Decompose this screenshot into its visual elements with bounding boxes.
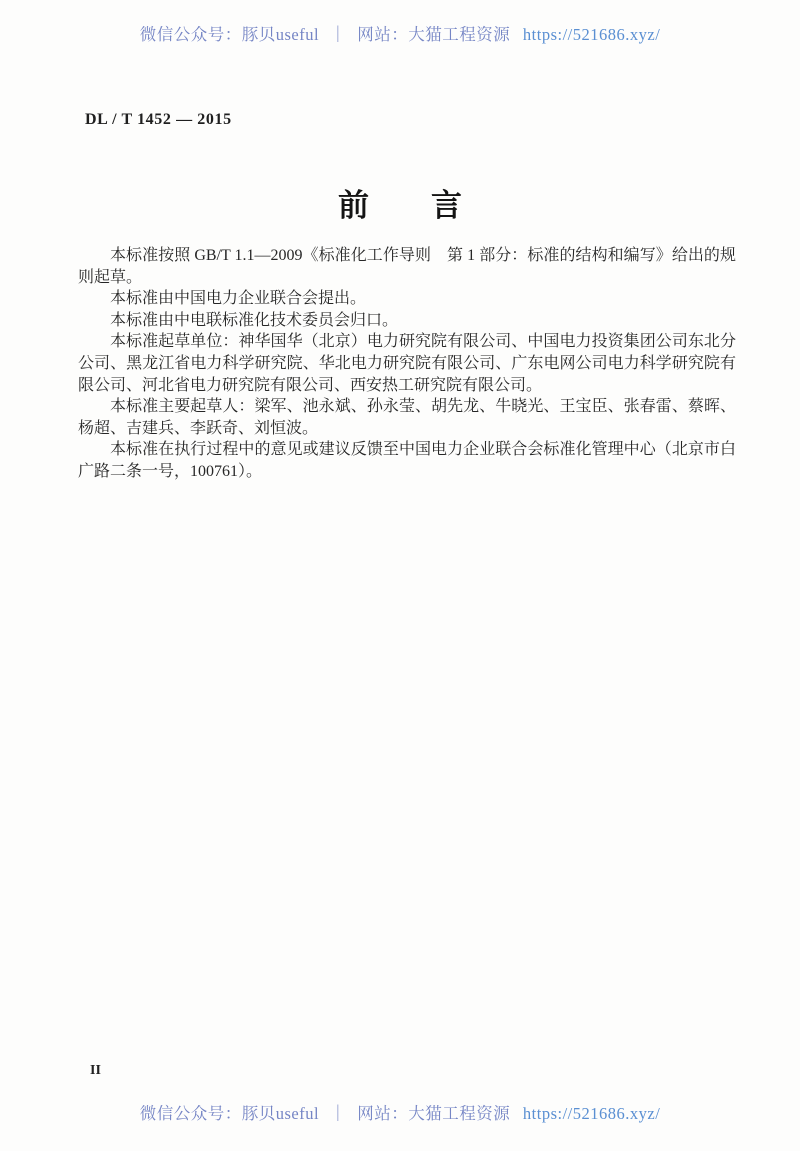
foreword-body (78, 245, 736, 483)
watermark-site: 网站：大猫工程资源 (357, 1104, 511, 1123)
foreword-paragraph: 本标准主要起草人：梁军、池永斌、孙永莹、胡先龙、牛晓光、王宝臣、张春雷、蔡晖、杨超、吉建兵、李跃奇、刘恒波。 (78, 398, 736, 437)
watermark-url: https://521686.xyz/ (522, 25, 661, 44)
foreword-paragraph: 本标准由中电联标准化技术委员会归口。 (110, 311, 399, 329)
watermark-url: https://521686.xyz/ (522, 1104, 661, 1123)
page-number: II (90, 1063, 101, 1078)
doc-number: DL / T 1452 — 2015 (85, 111, 232, 128)
foreword-paragraph: 本标准起草单位：神华国华（北京）电力研究院有限公司、中国电力投资集团公司东北分公司、黑龙江省电力科学研究院、华北电力研究院有限公司、广东电网公司电力科学研究院有限公司、河北省电力研究院有限公司、西安热工研究院有限公司。 (78, 333, 736, 394)
foreword-paragraph: 本标准由中国电力企业联合会提出。 (110, 290, 367, 308)
foreword-paragraph: 本标准在执行过程中的意见或建议反馈至中国电力企业联合会标准化管理中心（北京市白广路二条一号，100761）。 (78, 441, 736, 480)
watermark-bottom (0, 1100, 800, 1124)
watermark-account: 微信公众号：豚贝useful (139, 25, 320, 44)
watermark-divider: ｜ (329, 1104, 347, 1123)
watermark-account: 微信公众号：豚贝useful (139, 1104, 320, 1123)
watermark-divider: ｜ (329, 25, 347, 44)
foreword-paragraph: 本标准按照 GB/T 1.1—2009《标准化工作导则 第 1 部分：标准的结构和编写》给出的规则起草。 (78, 247, 736, 286)
watermark-top (0, 21, 800, 45)
watermark-site: 网站：大猫工程资源 (357, 25, 511, 44)
foreword-title: 前 言 (338, 188, 462, 224)
